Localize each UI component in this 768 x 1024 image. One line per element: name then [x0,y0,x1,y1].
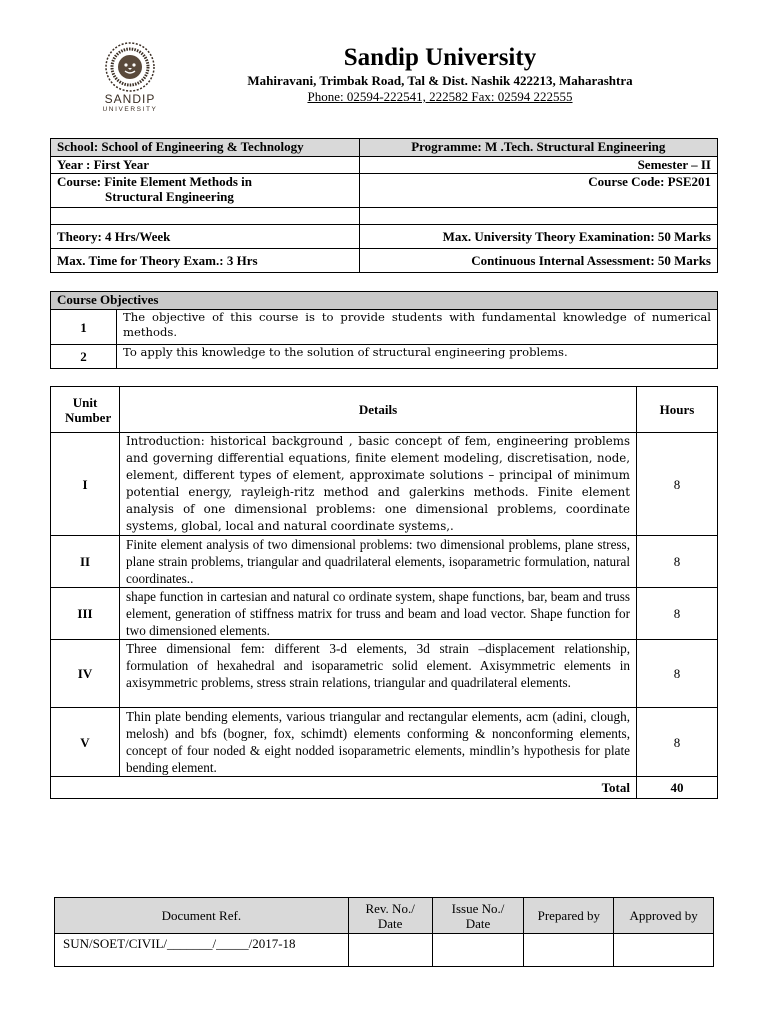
empty-cell [51,208,360,225]
lion-emblem-icon [105,42,155,92]
table-row [51,249,718,273]
year-cell: Year : First Year [51,157,360,174]
table-row [51,225,718,249]
units-table [50,386,718,799]
unit-number: III [51,588,120,640]
page-header [180,44,700,105]
rev-no-header [348,898,432,934]
issue-no-header [432,898,524,934]
cia-cell: Continuous Internal Assessment: 50 Marks [359,249,717,273]
table-row [51,536,718,588]
unit-details: Introduction: historical background , basic concept of fem, engineering problems and governing differential equations, finite element modeling, discretisation, node, element, different types of element, approximate solutions – principal of minimum potential energy, rayleigh-ritz method and galerkins methods. Finite element analysis of one dimensional problems: one dimensional problems, coordinate systems, global, local and natural coordinate systems,. [120,433,637,536]
objective-number: 1 [51,310,117,345]
unit-hours: 8 [637,708,718,777]
course-code-cell: Course Code: PSE201 [359,174,717,208]
school-cell: School: School of Engineering & Technology [51,139,360,157]
university-phone: Phone: 02594-222541, 222582 Fax: 02594 222555 [307,89,573,104]
table-header-row [51,292,718,310]
approved-by-value [614,934,714,967]
max-theory-exam-cell: Max. University Theory Examination: 50 Marks [359,225,717,249]
table-header-row [51,387,718,433]
document-ref-header: Document Ref. [55,898,349,934]
document-ref-value: SUN/SOET/CIVIL/_______/_____/2017-18 [55,934,349,967]
unit-number: IV [51,640,120,708]
university-name: Sandip University [343,44,537,71]
university-logo [92,42,168,122]
table-row [55,934,714,967]
prepared-by-value [524,934,614,967]
course-name-cell [51,174,360,208]
table-row [51,157,718,174]
theory-cell: Theory: 4 Hrs/Week [51,225,360,249]
university-address: Mahiravani, Trimbak Road, Tal & Dist. Nashik 422213, Maharashtra [247,73,633,88]
course-name-line2: Structural Engineering [105,189,234,204]
objective-number: 2 [51,345,117,369]
table-row [51,588,718,640]
unit-details: shape function in cartesian and natural co ordinate system, shape functions, bar, beam and truss element, generation of stiffness matrix for truss and beam and load vector. Shape function for two dimensioned elements. [120,588,637,640]
unit-number: II [51,536,120,588]
approved-by-header: Approved by [614,898,714,934]
document-ref-table [54,897,714,967]
unit-details: Thin plate bending elements, various triangular and rectangular elements, acm (adini, clough, melosh) and bfs (bogner, fox, schimdt) elements conforming & nonconforming elements, concept of four noded & eight nodded isoparametric elements, mindlin’s hypothesis for plate bending element. [120,708,637,777]
table-header-row [55,898,714,934]
rev-no-value [348,934,432,967]
objectives-title: Course Objectives [51,292,718,310]
total-label: Total [51,777,637,799]
table-row [51,139,718,157]
max-time-cell: Max. Time for Theory Exam.: 3 Hrs [51,249,360,273]
unit-details: Finite element analysis of two dimensional problems: two dimensional problems, plane stress, plane strain problems, triangular and quadrilateral elements, isoparametric formulation, natural coordinates.. [120,536,637,588]
total-row [51,777,718,799]
unit-number-header [51,387,120,433]
table-row [51,433,718,536]
hours-header: Hours [637,387,718,433]
unit-number-header-label: Unit Number [65,394,112,425]
programme-cell: Programme: M .Tech. Structural Engineering [359,139,717,157]
course-name-line1: Course: Finite Element Methods in [57,174,252,189]
unit-hours: 8 [637,536,718,588]
details-header: Details [120,387,637,433]
unit-details: Three dimensional fem: different 3-d elements, 3d strain –displacement relationship, formulation of hexahedral and isoparametric solid element. Axisymmetric elements in axisymmetric problems, stress strain relations, triangular and quadrilateral elements. [120,640,637,708]
empty-cell [359,208,717,225]
course-objectives-table [50,291,718,369]
table-row [51,345,718,369]
issue-no-header-label: Issue No./ Date [451,900,505,931]
unit-hours: 8 [637,588,718,640]
issue-no-value [432,934,524,967]
table-row [51,310,718,345]
prepared-by-header: Prepared by [524,898,614,934]
unit-number: I [51,433,120,536]
objective-text: The objective of this course is to provide students with fundamental knowledge of numerical methods. [117,310,718,345]
table-row [51,208,718,225]
unit-hours: 8 [637,640,718,708]
table-row [51,640,718,708]
unit-hours: 8 [637,433,718,536]
logo-subtext: UNIVERSITY [102,106,158,113]
unit-number: V [51,708,120,777]
objective-text: To apply this knowledge to the solution of structural engineering problems. [117,345,718,369]
semester-cell: Semester – II [359,157,717,174]
table-row [51,174,718,208]
total-value: 40 [637,777,718,799]
logo-name: SANDIP [104,92,156,106]
course-info-table [50,138,718,273]
rev-no-header-label: Rev. No./ Date [365,900,415,931]
table-row [51,708,718,777]
